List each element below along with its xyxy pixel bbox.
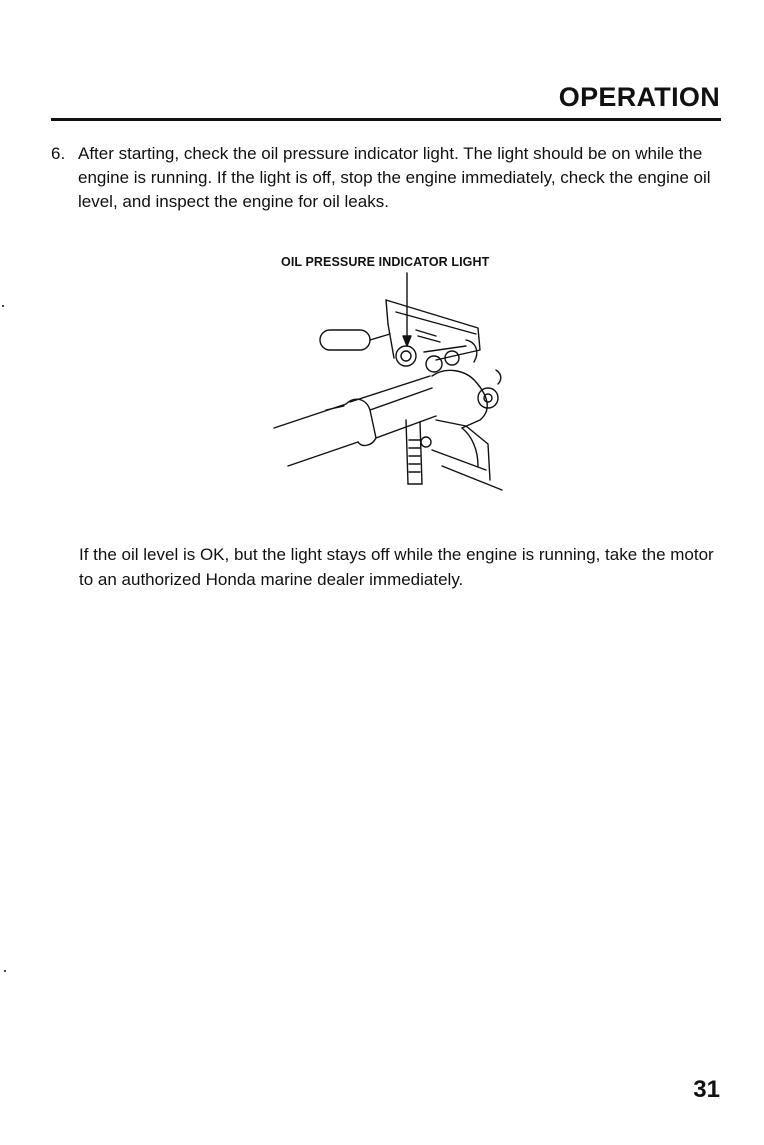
step-item xyxy=(51,142,727,214)
header-rule xyxy=(51,118,721,121)
note-paragraph: If the oil level is OK, but the light stays off while the engine is running, take the motor to an authorized Honda marine dealer immediately. xyxy=(79,545,714,589)
page-number: 31 xyxy=(693,1076,720,1103)
outboard-engine-illustration xyxy=(266,270,516,495)
step-text: After starting, check the oil pressure indicator light. The light should be on while the engine is running. If the light is off, stop the engine immediately, check the engine oil level, and inspect the engine for oil leaks. xyxy=(78,144,711,211)
step-number: 6. xyxy=(51,144,66,163)
figure-caption: OIL PRESSURE INDICATOR LIGHT xyxy=(281,255,490,269)
scan-speck xyxy=(4,970,6,972)
scan-speck xyxy=(2,305,4,307)
section-title: OPERATION xyxy=(558,82,720,112)
